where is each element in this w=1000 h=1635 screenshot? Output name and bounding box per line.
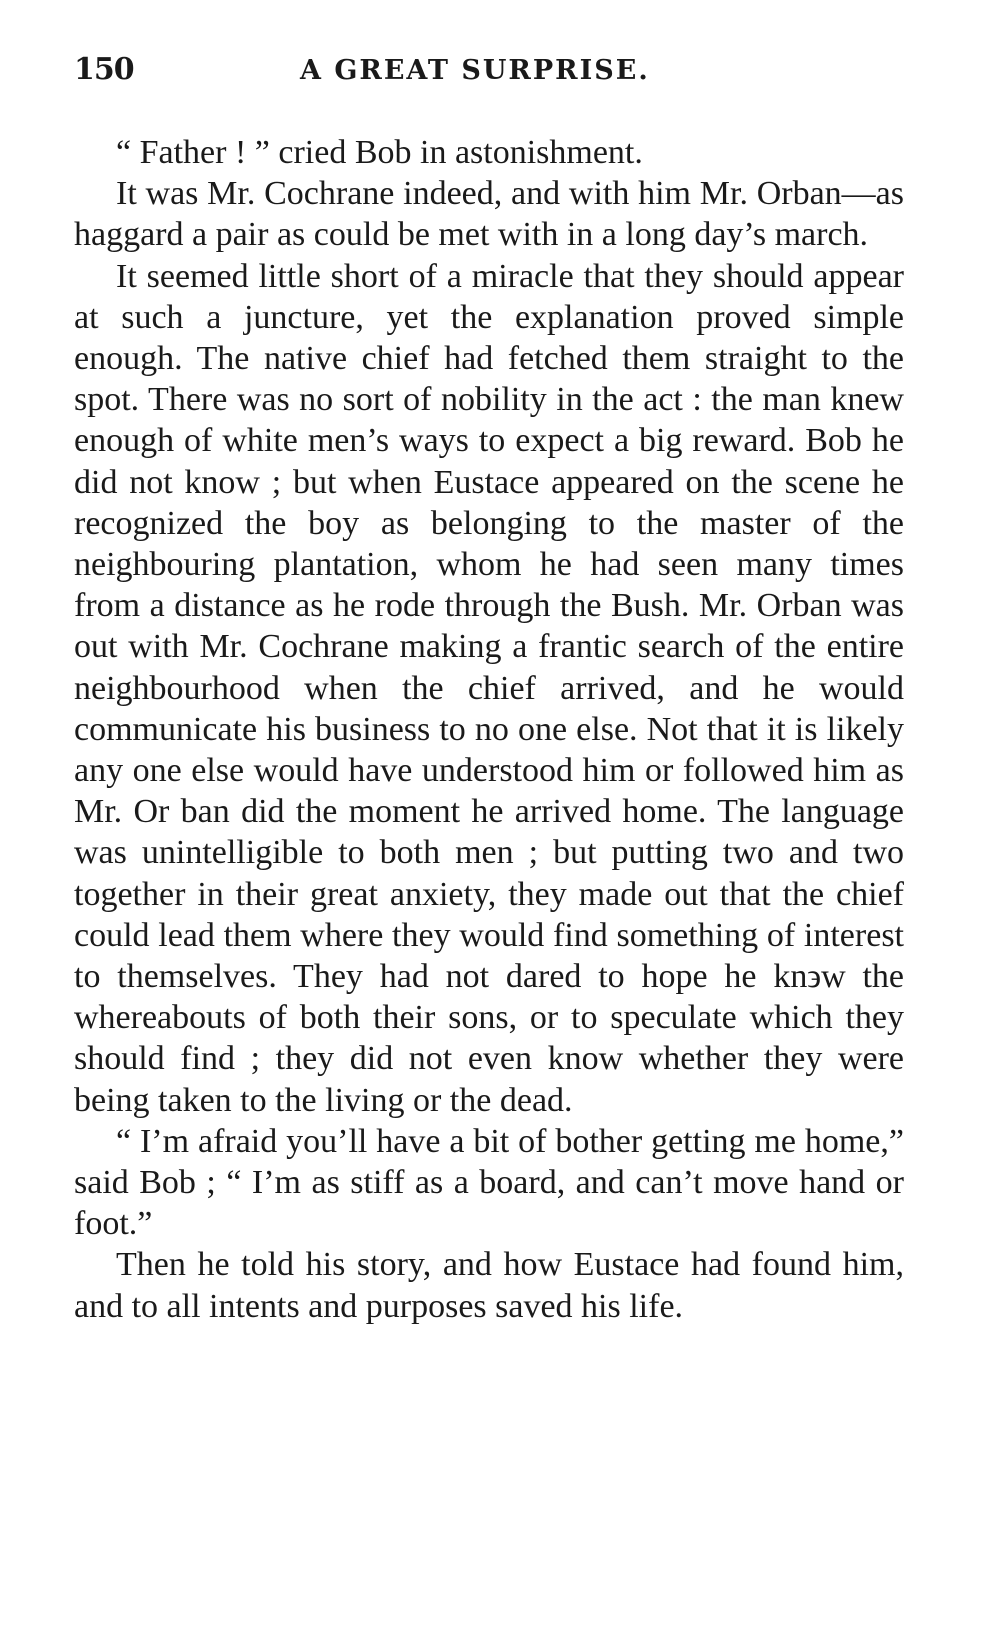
paragraph-story: Then he told his story, and how Eustace had found him, and to all intents and purposes saved his life. (74, 1246, 904, 1325)
paragraph-exclamation: “ Father ! ” cried Bob in astonishment. (116, 134, 643, 171)
book-page (74, 52, 904, 1327)
body-text (74, 132, 904, 1327)
page-number: 150 (74, 52, 134, 87)
paragraph-bob-speech: “ I’m afraid you’ll have a bit of bother getting me home,” said Bob ; “ I’m as stiff as a board, and can’t move hand or foot.” (74, 1122, 904, 1243)
paragraph-arrival: It was Mr. Cochrane indeed, and with him Mr. Orban—as haggard a pair as could be met with in a long day’s march. (74, 175, 904, 254)
running-title: A GREAT SURPRISE. (300, 55, 650, 86)
paragraph-explanation: It seemed little short of a miracle that they should appear at such a juncture, yet the explanation proved simple enough. The native chief had fetched them straight to the spot. There was no sort of nobility in the act : the man knew enough of white men’s ways to expect a big reward. Bob he did not know ; but when Eustace appeared on the scene he recognized the boy as belonging to the master of the neighbouring plantation, whom he had seen many times from a distance as he rode through the Bush. Mr. Orban was out with Mr. Cochrane making a frantic search of the entire neighbourhood when the chief arrived, and he would communicate his business to no one else. Not that it is likely any one else would have understood him or followed him as Mr. Or ban did the moment he arrived home. The language was unintelligible to both men ; but putting two and two together in their great anxiety, they made out that the chief could lead them where they would find something of interest to themselves. They had not dared to hope he kn϶w the whereabouts of both their sons, or to speculate which they should find ; they did not even know whether they were being taken to the living or the dead. (74, 257, 904, 1119)
running-head (74, 52, 904, 108)
